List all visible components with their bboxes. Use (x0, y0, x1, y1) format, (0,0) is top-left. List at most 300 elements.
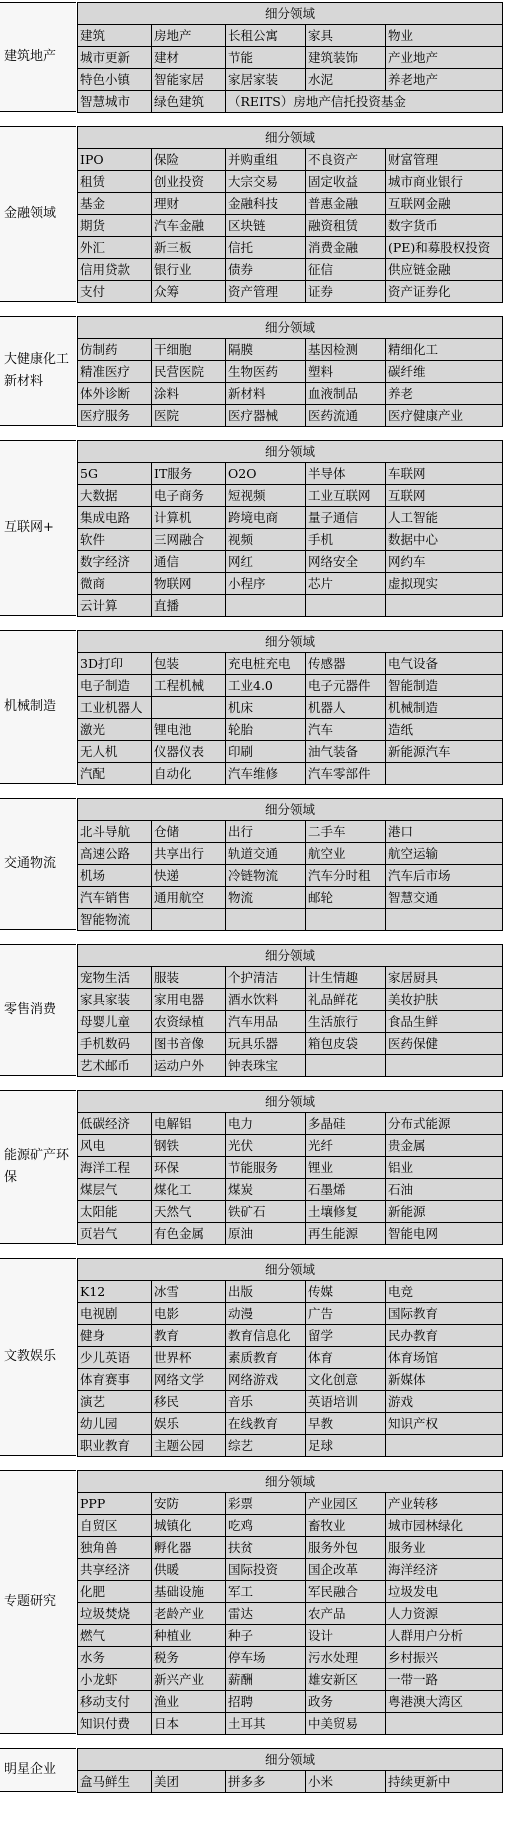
table-cell: 汽车用品 (226, 1011, 306, 1033)
table-cell: 动漫 (226, 1303, 306, 1325)
table-cell: 机场 (78, 865, 152, 887)
table-cell: 职业教育 (78, 1435, 152, 1457)
table-cell: 石油 (386, 1179, 503, 1201)
table-cell: 基础设施 (152, 1581, 226, 1603)
table-cell: 土耳其 (226, 1713, 306, 1735)
table-cell: 种植业 (152, 1625, 226, 1647)
table-row (78, 1771, 503, 1793)
table-cell: 电影 (152, 1303, 226, 1325)
table-cell: 电子元器件 (306, 675, 386, 697)
table-cell: 体外诊断 (78, 383, 152, 405)
section-block (0, 630, 505, 784)
table-cell: 智慧交通 (386, 887, 503, 909)
table-cell: 大宗交易 (226, 171, 306, 193)
table-cell: 农资绿植 (152, 1011, 226, 1033)
table-cell: 医疗器械 (226, 405, 306, 427)
table-cell: 期货 (78, 215, 152, 237)
table-row (78, 1647, 503, 1669)
table-cell: 银行业 (152, 259, 226, 281)
table-cell: 数据中心 (386, 529, 503, 551)
table-header: 细分领域 (78, 1259, 503, 1281)
subdomain-table (77, 1258, 503, 1457)
table-cell: 基因检测 (306, 339, 386, 361)
table-cell: 垃圾发电 (386, 1581, 503, 1603)
table-cell: 艺术邮币 (78, 1055, 152, 1077)
table-cell: 机床 (226, 697, 306, 719)
table-row (78, 361, 503, 383)
table-cell: 扶贫 (226, 1537, 306, 1559)
table-row (78, 259, 503, 281)
table-row (78, 215, 503, 237)
table-cell: 钢铁 (152, 1135, 226, 1157)
table-row (78, 1369, 503, 1391)
table-cell: 英语培训 (306, 1391, 386, 1413)
table-cell: 土壤修复 (306, 1201, 386, 1223)
table-cell: 畜牧业 (306, 1515, 386, 1537)
table-cell: 塑料 (306, 361, 386, 383)
table-row (78, 91, 503, 113)
table-row (78, 237, 503, 259)
table-cell: 债券 (226, 259, 306, 281)
table-cell: 消费金融 (306, 237, 386, 259)
table-cell (386, 909, 503, 931)
table-row (78, 821, 503, 843)
table-row (78, 697, 503, 719)
table-cell: 互联网 (386, 485, 503, 507)
table-header: 细分领域 (78, 1749, 503, 1771)
table-row (78, 1179, 503, 1201)
subdomain-table (77, 1090, 503, 1245)
table-cell: 传媒 (306, 1281, 386, 1303)
table-cell (386, 1435, 503, 1457)
table-cell: IT服务 (152, 463, 226, 485)
table-cell: 钟表珠宝 (226, 1055, 306, 1077)
table-cell: 网络游戏 (226, 1369, 306, 1391)
table-cell: 酒水饮料 (226, 989, 306, 1011)
table-cell: 家居家装 (226, 69, 306, 91)
section-category-label: 零售消费 (0, 944, 76, 1076)
table-cell: 幼儿园 (78, 1413, 152, 1435)
table-cell: 金融科技 (226, 193, 306, 215)
table-cell: 军民融合 (306, 1581, 386, 1603)
table-row (78, 1669, 503, 1691)
table-cell: 日本 (152, 1713, 226, 1735)
table-cell: 资产管理 (226, 281, 306, 303)
table-cell (386, 763, 503, 785)
table-cell (152, 909, 226, 931)
table-cell (152, 697, 226, 719)
table-cell: 物业 (386, 25, 503, 47)
table-cell: 再生能源 (306, 1223, 386, 1245)
table-cell: 铁矿石 (226, 1201, 306, 1223)
table-cell: 养老地产 (386, 69, 503, 91)
table-cell: 汽车维修 (226, 763, 306, 785)
table-cell: 机械制造 (386, 697, 503, 719)
table-row (78, 1435, 503, 1457)
table-cell: 碳纤维 (386, 361, 503, 383)
table-cell: 手机 (306, 529, 386, 551)
section-category-label: 专题研究 (0, 1470, 76, 1734)
table-cell: 半导体 (306, 463, 386, 485)
table-cell: 外汇 (78, 237, 152, 259)
table-cell: 仓储 (152, 821, 226, 843)
table-cell: 页岩气 (78, 1223, 152, 1245)
table-cell: 锂电池 (152, 719, 226, 741)
table-cell: 知识产权 (386, 1413, 503, 1435)
table-row (78, 25, 503, 47)
table-cell: 音乐 (226, 1391, 306, 1413)
table-cell: 污水处理 (306, 1647, 386, 1669)
table-cell: 水务 (78, 1647, 152, 1669)
table-cell: 美团 (152, 1771, 226, 1793)
table-cell: 医院 (152, 405, 226, 427)
table-cell: 分布式能源 (386, 1113, 503, 1135)
table-header: 细分领域 (78, 127, 503, 149)
table-cell: 工业机器人 (78, 697, 152, 719)
section-block (0, 798, 505, 930)
table-cell: 轨道交通 (226, 843, 306, 865)
section-block (0, 1748, 505, 1792)
table-cell: 包装 (152, 653, 226, 675)
table-cell (386, 1055, 503, 1077)
table-cell: 印刷 (226, 741, 306, 763)
table-cell: 雷达 (226, 1603, 306, 1625)
table-cell: 固定收益 (306, 171, 386, 193)
table-cell: 出行 (226, 821, 306, 843)
table-cell: 广告 (306, 1303, 386, 1325)
table-row (78, 529, 503, 551)
table-cell: 服务外包 (306, 1537, 386, 1559)
section-category-label: 能源矿产环保 (0, 1090, 76, 1244)
table-cell: 产业转移 (386, 1493, 503, 1515)
table-cell: 健身 (78, 1325, 152, 1347)
table-cell: 量子通信 (306, 507, 386, 529)
table-row (78, 1413, 503, 1435)
table-cell: 新能源汽车 (386, 741, 503, 763)
table-cell: K12 (78, 1281, 152, 1303)
table-cell: 早教 (306, 1413, 386, 1435)
table-header: 细分领域 (78, 317, 503, 339)
table-row (78, 551, 503, 573)
table-cell: 微商 (78, 573, 152, 595)
table-cell: 民营医院 (152, 361, 226, 383)
table-cell: 证券 (306, 281, 386, 303)
table-cell: 网络文学 (152, 1369, 226, 1391)
table-cell: 礼品鲜花 (306, 989, 386, 1011)
table-cell: 不良资产 (306, 149, 386, 171)
table-cell: 留学 (306, 1325, 386, 1347)
table-row (78, 1713, 503, 1735)
table-cell: 光伏 (226, 1135, 306, 1157)
table-cell: 产业地产 (386, 47, 503, 69)
table-cell: 体育 (306, 1347, 386, 1369)
table-cell: 煤化工 (152, 1179, 226, 1201)
table-cell: 房地产 (152, 25, 226, 47)
table-cell: 素质教育 (226, 1347, 306, 1369)
table-cell: 涂料 (152, 383, 226, 405)
table-cell: 财富管理 (386, 149, 503, 171)
table-cell: 虚拟现实 (386, 573, 503, 595)
table-cell: 理财 (152, 193, 226, 215)
table-cell: 航空运输 (386, 843, 503, 865)
table-cell: 港口 (386, 821, 503, 843)
table-cell: 新媒体 (386, 1369, 503, 1391)
table-header: 细分领域 (78, 441, 503, 463)
subdomain-table (77, 440, 503, 617)
table-cell: 演艺 (78, 1391, 152, 1413)
table-cell: 工业4.0 (226, 675, 306, 697)
table-cell: 租赁 (78, 171, 152, 193)
section-category-label: 机械制造 (0, 630, 76, 784)
table-row (78, 1281, 503, 1303)
table-cell: 乡村振兴 (386, 1647, 503, 1669)
table-cell: 数字经济 (78, 551, 152, 573)
table-row (78, 1113, 503, 1135)
table-cell: 保险 (152, 149, 226, 171)
table-row (78, 1157, 503, 1179)
section-category-label: 建筑地产 (0, 2, 76, 112)
table-row (78, 1391, 503, 1413)
table-row (78, 763, 503, 785)
table-cell: 小龙虾 (78, 1669, 152, 1691)
table-cell: 环保 (152, 1157, 226, 1179)
table-cell: 天然气 (152, 1201, 226, 1223)
table-cell (226, 595, 306, 617)
table-cell: 国际投资 (226, 1559, 306, 1581)
section-category-label: 交通物流 (0, 798, 76, 930)
table-cell: 芯片 (306, 573, 386, 595)
table-cell: 税务 (152, 1647, 226, 1669)
table-row (78, 193, 503, 215)
table-cell: 工程机械 (152, 675, 226, 697)
table-row (78, 47, 503, 69)
table-cell: 软件 (78, 529, 152, 551)
table-row (78, 967, 503, 989)
table-row (78, 1033, 503, 1055)
table-header: 细分领域 (78, 1471, 503, 1493)
table-cell: 种子 (226, 1625, 306, 1647)
table-cell: 独角兽 (78, 1537, 152, 1559)
table-row (78, 1581, 503, 1603)
table-cell: 智能电网 (386, 1223, 503, 1245)
table-cell: 干细胞 (152, 339, 226, 361)
table-cell: 薪酬 (226, 1669, 306, 1691)
table-cell: 在线教育 (226, 1413, 306, 1435)
table-row (78, 741, 503, 763)
table-cell: 中美贸易 (306, 1713, 386, 1735)
table-cell: 煤炭 (226, 1179, 306, 1201)
table-cell: 食品生鲜 (386, 1011, 503, 1033)
table-cell (386, 1713, 503, 1735)
table-cell: 停车场 (226, 1647, 306, 1669)
table-cell: 汽配 (78, 763, 152, 785)
table-cell: 征信 (306, 259, 386, 281)
table-row (78, 573, 503, 595)
table-row (78, 171, 503, 193)
table-cell: 铝业 (386, 1157, 503, 1179)
table-cell: 传感器 (306, 653, 386, 675)
table-cell: 精细化工 (386, 339, 503, 361)
table-cell: 国企改革 (306, 1559, 386, 1581)
table-cell: 特色小镇 (78, 69, 152, 91)
table-cell: 节能 (226, 47, 306, 69)
table-cell: 图书音像 (152, 1033, 226, 1055)
table-cell: 家具家装 (78, 989, 152, 1011)
table-cell: 汽车后市场 (386, 865, 503, 887)
table-cell: 宠物生活 (78, 967, 152, 989)
table-cell: 游戏 (386, 1391, 503, 1413)
table-cell: 足球 (306, 1435, 386, 1457)
table-row (78, 405, 503, 427)
table-cell: 智慧城市 (78, 91, 152, 113)
table-cell: 渔业 (152, 1691, 226, 1713)
table-header: 细分领域 (78, 1091, 503, 1113)
table-cell: 电解铝 (152, 1113, 226, 1135)
table-row (78, 909, 503, 931)
table-row (78, 1223, 503, 1245)
table-row (78, 1347, 503, 1369)
table-row (78, 149, 503, 171)
table-cell: 生物医药 (226, 361, 306, 383)
table-row (78, 989, 503, 1011)
table-cell: 吃鸡 (226, 1515, 306, 1537)
table-cell: 城市商业银行 (386, 171, 503, 193)
table-cell: 产业园区 (306, 1493, 386, 1515)
table-cell: 美妆护肤 (386, 989, 503, 1011)
table-cell: 母婴儿童 (78, 1011, 152, 1033)
table-cell: 医疗健康产业 (386, 405, 503, 427)
table-cell: 轮胎 (226, 719, 306, 741)
table-cell: 电视剧 (78, 1303, 152, 1325)
table-cell: 家具 (306, 25, 386, 47)
table-cell: 并购重组 (226, 149, 306, 171)
table-cell: 建筑 (78, 25, 152, 47)
table-cell: O2O (226, 463, 306, 485)
table-cell: 车联网 (386, 463, 503, 485)
section-block (0, 126, 505, 302)
table-cell: 北斗导航 (78, 821, 152, 843)
table-cell: 原油 (226, 1223, 306, 1245)
table-cell: 大数据 (78, 485, 152, 507)
table-cell: 民办教育 (386, 1325, 503, 1347)
table-cell: 汽车销售 (78, 887, 152, 909)
table-cell: 多晶硅 (306, 1113, 386, 1135)
table-cell: 持续更新中 (386, 1771, 503, 1793)
section-block (0, 1470, 505, 1734)
table-cell: 教育 (152, 1325, 226, 1347)
table-cell: 人工智能 (386, 507, 503, 529)
table-row (78, 1625, 503, 1647)
table-cell: 计算机 (152, 507, 226, 529)
table-row (78, 887, 503, 909)
table-cell: 冷链物流 (226, 865, 306, 887)
table-cell: 云计算 (78, 595, 152, 617)
subdomain-table (77, 316, 503, 427)
subdomain-table (77, 630, 503, 785)
table-cell: 老龄产业 (152, 1603, 226, 1625)
table-cell: 孵化器 (152, 1537, 226, 1559)
section-block (0, 1090, 505, 1244)
table-cell: 盒马鲜生 (78, 1771, 152, 1793)
table-cell: 招聘 (226, 1691, 306, 1713)
table-cell: 医药流通 (306, 405, 386, 427)
table-cell: 安防 (152, 1493, 226, 1515)
table-cell: 贵金属 (386, 1135, 503, 1157)
table-cell: 航空业 (306, 843, 386, 865)
table-cell: 燃气 (78, 1625, 152, 1647)
section-block (0, 1258, 505, 1456)
table-cell: 汽车分时租 (306, 865, 386, 887)
table-cell: 汽车 (306, 719, 386, 741)
table-row (78, 1201, 503, 1223)
table-cell: 太阳能 (78, 1201, 152, 1223)
table-cell: 世界杯 (152, 1347, 226, 1369)
table-cell: 海洋工程 (78, 1157, 152, 1179)
table-row (78, 1055, 503, 1077)
table-cell: 人群用户分析 (386, 1625, 503, 1647)
table-cell: 粤港澳大湾区 (386, 1691, 503, 1713)
section-category-label: 文教娱乐 (0, 1258, 76, 1456)
table-cell: 家居厨具 (386, 967, 503, 989)
table-cell: 海洋经济 (386, 1559, 503, 1581)
subdomain-table (77, 798, 503, 931)
table-row (78, 383, 503, 405)
table-cell: 风电 (78, 1135, 152, 1157)
table-cell: PPP (78, 1493, 152, 1515)
table-cell: 物流 (226, 887, 306, 909)
table-cell: 小米 (306, 1771, 386, 1793)
section-category-label: 明星企业 (0, 1748, 76, 1792)
table-cell: 小程序 (226, 573, 306, 595)
table-cell: 移民 (152, 1391, 226, 1413)
table-cell: 物联网 (152, 573, 226, 595)
section-block (0, 440, 505, 616)
subdomain-table (77, 944, 503, 1077)
table-cell: 文化创意 (306, 1369, 386, 1391)
table-cell: 低碳经济 (78, 1113, 152, 1135)
table-row (78, 281, 503, 303)
table-row (78, 1603, 503, 1625)
table-cell (306, 909, 386, 931)
subdomain-table (77, 1748, 503, 1793)
table-cell: 出版 (226, 1281, 306, 1303)
table-cell: 网红 (226, 551, 306, 573)
table-cell: 设计 (306, 1625, 386, 1647)
table-cell: 资产证券化 (386, 281, 503, 303)
table-row (78, 843, 503, 865)
table-cell: 知识付费 (78, 1713, 152, 1735)
table-cell: 机器人 (306, 697, 386, 719)
table-row (78, 865, 503, 887)
table-cell: 养老 (386, 383, 503, 405)
table-cell: 生活旅行 (306, 1011, 386, 1033)
table-cell: 节能服务 (226, 1157, 306, 1179)
table-row (78, 1303, 503, 1325)
table-cell: 区块链 (226, 215, 306, 237)
table-cell: 移动支付 (78, 1691, 152, 1713)
table-row (78, 1011, 503, 1033)
table-cell: 计生情趣 (306, 967, 386, 989)
subdomain-table (77, 126, 503, 303)
table-cell: 众筹 (152, 281, 226, 303)
table-cell: 造纸 (386, 719, 503, 741)
table-cell: 3D打印 (78, 653, 152, 675)
table-row (78, 463, 503, 485)
table-cell: 汽车金融 (152, 215, 226, 237)
table-cell: 石墨烯 (306, 1179, 386, 1201)
table-cell: (PE)和募股权投资 (386, 237, 503, 259)
table-row (78, 719, 503, 741)
